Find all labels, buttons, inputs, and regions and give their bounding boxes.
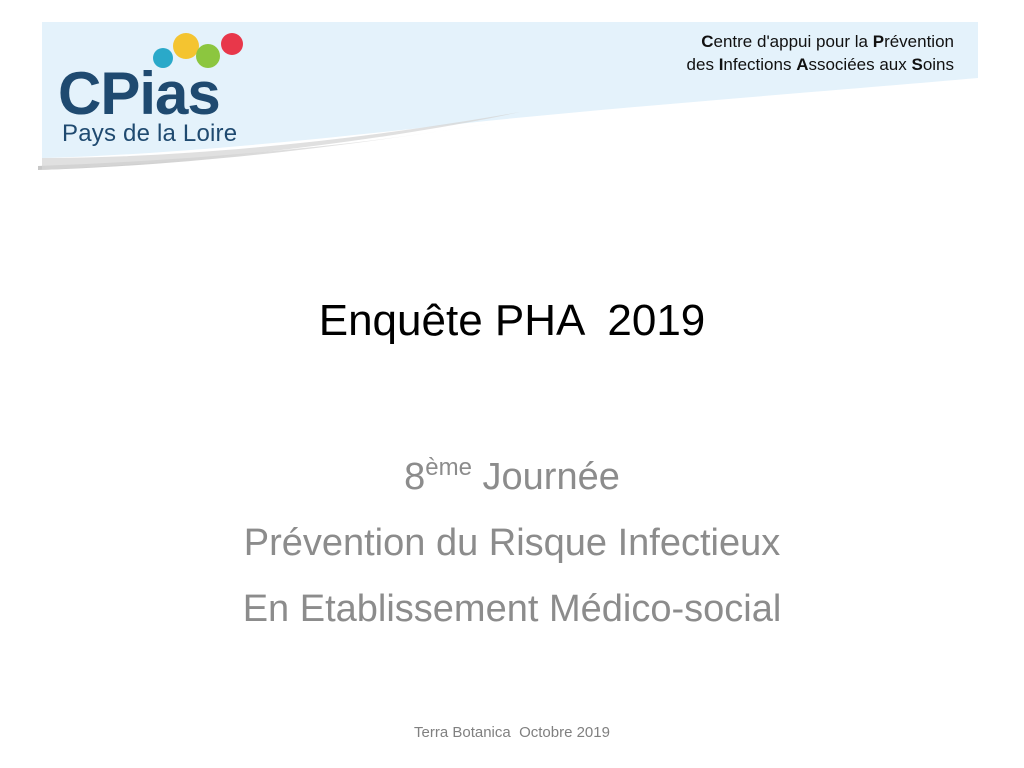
cpias-logo <box>58 30 278 150</box>
org-name-line-2: des Infections Associées aux Soins <box>686 55 954 74</box>
logo-dot-red <box>221 33 243 55</box>
slide-footer: Terra Botanica Octobre 2019 <box>414 724 610 741</box>
org-name-line-1: Centre d'appui pour la Prévention <box>701 32 954 51</box>
subtitle-line-1: 8ème Journée <box>404 454 620 498</box>
slide-subtitle <box>0 444 1024 642</box>
logo-dot-yellow <box>173 33 199 59</box>
organization-name <box>687 30 954 76</box>
logo-mark <box>58 30 278 125</box>
subtitle-line-2: Prévention du Risque Infectieux <box>243 522 781 564</box>
logo-wordmark: CPias <box>58 60 220 125</box>
logo-region: Pays de la Loire <box>62 120 238 147</box>
slide-title: Enquête PHA 2019 <box>318 296 706 345</box>
subtitle-line-3: En Etablissement Médico-social <box>242 588 782 630</box>
